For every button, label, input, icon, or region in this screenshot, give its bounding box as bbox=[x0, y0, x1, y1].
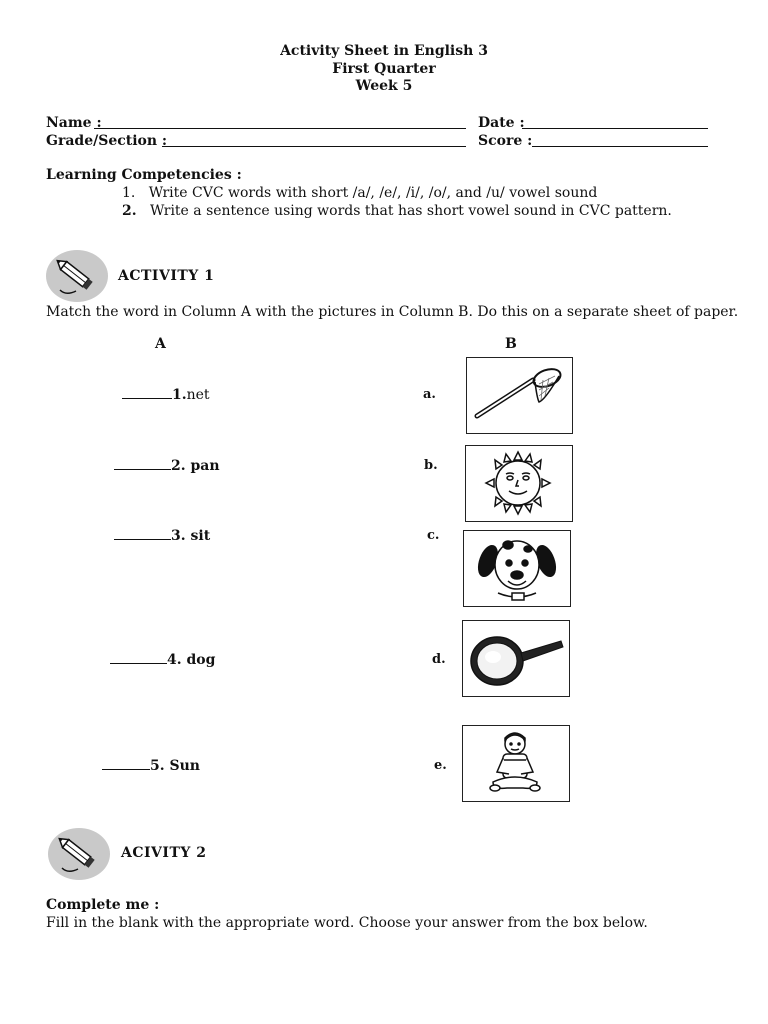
activity2-instruction: Fill in the blank with the appropriate word. Choose your answer from the box below. bbox=[46, 915, 648, 931]
item-number: 2. bbox=[171, 458, 186, 474]
column-a-label: A bbox=[155, 336, 166, 352]
item-number: 4. bbox=[167, 652, 182, 668]
match-item-1 bbox=[122, 386, 210, 403]
name-label: Name : bbox=[46, 115, 102, 131]
item-number: 3. bbox=[171, 528, 186, 544]
answer-blank[interactable] bbox=[114, 457, 171, 470]
grade-label: Grade/Section : bbox=[46, 133, 168, 149]
net-icon bbox=[466, 357, 573, 434]
date-line[interactable] bbox=[522, 128, 708, 129]
choice-letter-e: e. bbox=[434, 758, 447, 773]
match-item-3 bbox=[114, 527, 210, 544]
choice-letter-d: d. bbox=[432, 652, 446, 667]
pencil-icon bbox=[48, 828, 110, 880]
activity1-title: ACTIVITY 1 bbox=[118, 268, 215, 284]
answer-blank[interactable] bbox=[110, 651, 167, 664]
dog-icon bbox=[463, 530, 571, 607]
date-label: Date : bbox=[478, 115, 525, 131]
competency-text: Write CVC words with short /a/, /e/, /i/, /o/, and /u/ vowel sound bbox=[148, 185, 598, 201]
item-number: 1. bbox=[172, 387, 187, 403]
choice-letter-c: c. bbox=[427, 528, 440, 543]
answer-blank[interactable] bbox=[122, 386, 172, 399]
activity1-instruction: Match the word in Column A with the pictures in Column B. Do this on a separate sheet of paper. bbox=[46, 304, 739, 320]
item-word: pan bbox=[185, 458, 220, 474]
competency-num: 1. bbox=[122, 185, 136, 201]
choice-letter-a: a. bbox=[423, 387, 436, 402]
sheet-title: Activity Sheet in English 3 bbox=[280, 43, 488, 59]
answer-blank[interactable] bbox=[102, 757, 150, 770]
match-item-5 bbox=[102, 757, 200, 774]
score-label: Score : bbox=[478, 133, 533, 149]
competency-2 bbox=[122, 203, 672, 219]
item-word: dog bbox=[181, 652, 216, 668]
grade-line[interactable] bbox=[162, 146, 466, 147]
match-item-2 bbox=[114, 457, 220, 474]
name-line[interactable] bbox=[94, 128, 466, 129]
choice-letter-b: b. bbox=[424, 458, 438, 473]
sheet-quarter: First Quarter bbox=[332, 61, 436, 77]
match-item-4 bbox=[110, 651, 215, 668]
score-line[interactable] bbox=[532, 146, 708, 147]
item-number: 5. bbox=[150, 758, 165, 774]
sheet-week: Week 5 bbox=[355, 78, 413, 94]
item-word: Sun bbox=[164, 758, 200, 774]
competencies-heading: Learning Competencies : bbox=[46, 167, 242, 183]
pan-icon bbox=[462, 620, 570, 697]
activity2-title: ACIVITY 2 bbox=[121, 845, 207, 861]
pencil-icon bbox=[46, 250, 108, 302]
column-b-label: B bbox=[505, 336, 517, 352]
competency-text: Write a sentence using words that has short vowel sound in CVC pattern. bbox=[149, 203, 672, 219]
answer-blank[interactable] bbox=[114, 527, 171, 540]
competency-num: 2. bbox=[122, 203, 137, 219]
competency-1 bbox=[122, 185, 597, 201]
item-word: sit bbox=[185, 528, 211, 544]
item-word: net bbox=[186, 387, 210, 403]
sun-icon bbox=[465, 445, 573, 522]
sitting-boy-icon bbox=[462, 725, 570, 802]
activity2-subheading: Complete me : bbox=[46, 897, 160, 913]
